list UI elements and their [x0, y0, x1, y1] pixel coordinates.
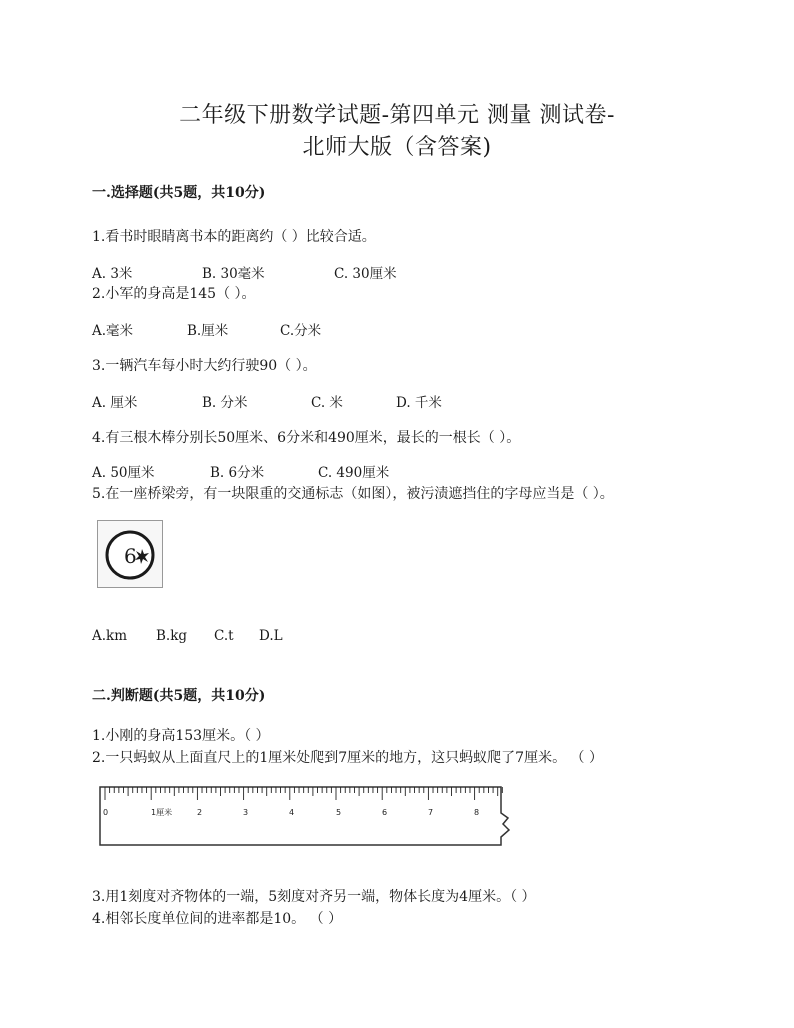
ruler-label-6: 6: [382, 808, 388, 817]
question-1-option-b: B. 30毫米: [202, 266, 265, 282]
question-5-option-c: C.t: [214, 628, 234, 644]
ruler-label-2: 2: [197, 808, 203, 817]
question-5-option-a: A.km: [92, 628, 128, 644]
ruler-label-0: 0: [103, 808, 109, 817]
question-3-option-c: C. 米: [311, 395, 343, 411]
section-heading-choice: 一.选择题(共5题，共10分): [92, 185, 266, 201]
judgement-2-text: 2.一只蚂蚁从上面直尺上的1厘米处爬到7厘米的地方，这只蚂蚁爬了7厘米。 （ ）: [92, 750, 603, 766]
question-4-text: 4.有三根木棒分别长50厘米、6分米和490厘米，最长的一根长（ ）。: [92, 430, 521, 446]
ruler-label-1: 1厘米: [151, 808, 173, 817]
judgement-1-text: 1.小刚的身高153厘米。（ ）: [92, 728, 270, 744]
ruler-label-4: 4: [289, 808, 295, 817]
traffic-sign-image: [97, 520, 163, 588]
weight-limit-sign-icon: [98, 521, 162, 587]
ruler-image: [99, 785, 519, 847]
question-4-option-a: A. 50厘米: [92, 465, 155, 481]
sign-digit: 6: [124, 544, 137, 568]
ruler-label-8: 8: [474, 808, 480, 817]
question-3-option-b: B. 分米: [202, 395, 248, 411]
question-1-text: 1.看书时眼睛离书本的距离约（ ）比较合适。: [92, 229, 376, 245]
ruler-label-7: 7: [428, 808, 434, 817]
judgement-4-text: 4.相邻长度单位间的进率都是10。 （ ）: [92, 911, 343, 927]
question-1-option-c: C. 30厘米: [334, 266, 397, 282]
section-heading-judgement: 二.判断题(共5题，共10分): [92, 688, 266, 704]
question-4-option-b: B. 6分米: [210, 465, 265, 481]
question-5-option-d: D.L: [259, 628, 283, 644]
question-3-text: 3.一辆汽车每小时大约行驶90（ ）。: [92, 358, 317, 374]
title-line-2: 北师大版（含答案): [302, 135, 492, 160]
question-4-option-c: C. 490厘米: [318, 465, 390, 481]
ruler-label-3: 3: [243, 808, 249, 817]
judgement-3-text: 3.用1刻度对齐物体的一端，5刻度对齐另一端，物体长度为4厘米。（ ）: [92, 889, 536, 905]
question-1-option-a: A. 3米: [92, 266, 133, 282]
question-2-text: 2.小军的身高是145（ ）。: [92, 286, 256, 302]
question-2-option-a: A.毫米: [92, 323, 134, 339]
ruler-label-5: 5: [336, 808, 342, 817]
question-3-option-a: A. 厘米: [92, 395, 138, 411]
title-line-1: 二年级下册数学试题-第四单元 测量 测试卷-: [179, 103, 615, 128]
question-3-option-d: D. 千米: [396, 395, 442, 411]
question-2-option-b: B.厘米: [187, 323, 229, 339]
question-5-text: 5.在一座桥梁旁，有一块限重的交通标志（如图），被污渍遮挡住的字母应当是（ ）。: [92, 486, 614, 502]
question-5-option-b: B.kg: [156, 628, 188, 644]
question-2-option-c: C.分米: [280, 323, 322, 339]
